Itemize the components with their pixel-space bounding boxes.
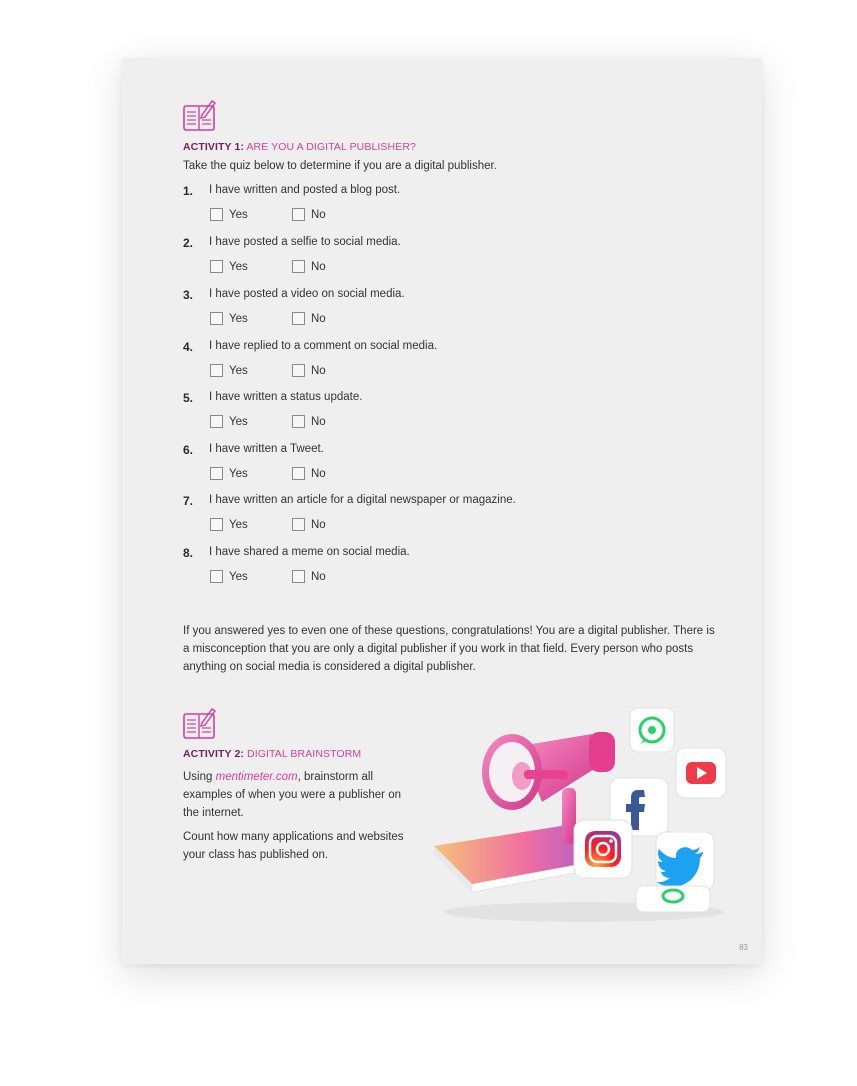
no-checkbox[interactable]: No (292, 364, 326, 377)
activity-notebook-icon (182, 706, 218, 742)
question-item (183, 443, 743, 483)
question-item (183, 391, 743, 431)
question-text: I have posted a selfie to social media. (209, 236, 401, 248)
yes-checkbox[interactable]: Yes (210, 208, 248, 221)
activity-notebook-icon (182, 98, 218, 134)
question-number: 3. (183, 288, 194, 302)
activity2-count-instruction: Count how many applications and websites your class has published on. (183, 831, 404, 861)
activity1-title: ACTIVITY 1: ARE YOU A DIGITAL PUBLISHER? (183, 141, 416, 153)
conclusion-paragraph: If you answered yes to even one of these questions, congratulations! You are a digital publisher. There is a misconception that you are only a digital publisher if you work in that field. Every person who posts anything on social media is considered a digital publisher. (183, 625, 715, 673)
yes-checkbox[interactable]: Yes (210, 467, 248, 480)
question-item (183, 494, 743, 534)
yes-checkbox[interactable]: Yes (210, 364, 248, 377)
page-number: 83 (739, 943, 748, 952)
question-number: 6. (183, 443, 194, 457)
question-item (183, 236, 743, 276)
activity2-title: ACTIVITY 2: DIGITAL BRAINSTORM (183, 748, 362, 760)
activity2-body (183, 768, 413, 870)
no-checkbox[interactable]: No (292, 518, 326, 531)
no-checkbox[interactable]: No (292, 415, 326, 428)
social-media-illustration (424, 706, 734, 926)
youtube-icon (676, 748, 726, 798)
question-number: 8. (183, 546, 194, 560)
question-number: 2. (183, 236, 194, 250)
question-text: I have written a Tweet. (209, 443, 324, 455)
no-checkbox[interactable]: No (292, 208, 326, 221)
question-number: 5. (183, 391, 194, 405)
whatsapp-icon (636, 886, 710, 912)
question-text: I have written and posted a blog post. (209, 184, 401, 196)
question-number: 4. (183, 340, 194, 354)
whatsapp-icon (630, 708, 674, 752)
document-page (122, 58, 762, 964)
question-item (183, 340, 743, 380)
activity2-instruction: Using mentimeter.com, brainstorm all examples of when you were a publisher on the internet. (183, 771, 401, 819)
question-number: 7. (183, 494, 194, 508)
question-text: I have posted a video on social media. (209, 288, 405, 300)
mentimeter-link[interactable]: mentimeter.com (215, 771, 298, 783)
question-text: I have written a status update. (209, 391, 363, 403)
question-text: I have replied to a comment on social media. (209, 340, 438, 352)
no-checkbox[interactable]: No (292, 570, 326, 583)
question-text: I have shared a meme on social media. (209, 546, 410, 558)
activity1-intro: Take the quiz below to determine if you are a digital publisher. (183, 160, 497, 172)
question-text: I have written an article for a digital newspaper or magazine. (209, 494, 516, 506)
yes-checkbox[interactable]: Yes (210, 570, 248, 583)
instagram-icon (574, 820, 632, 878)
no-checkbox[interactable]: No (292, 312, 326, 325)
yes-checkbox[interactable]: Yes (210, 260, 248, 273)
question-number: 1. (183, 184, 194, 198)
yes-checkbox[interactable]: Yes (210, 415, 248, 428)
question-item (183, 288, 743, 328)
question-item (183, 184, 743, 224)
question-item (183, 546, 743, 586)
yes-checkbox[interactable]: Yes (210, 518, 248, 531)
no-checkbox[interactable]: No (292, 260, 326, 273)
twitter-icon (656, 832, 714, 890)
no-checkbox[interactable]: No (292, 467, 326, 480)
yes-checkbox[interactable]: Yes (210, 312, 248, 325)
